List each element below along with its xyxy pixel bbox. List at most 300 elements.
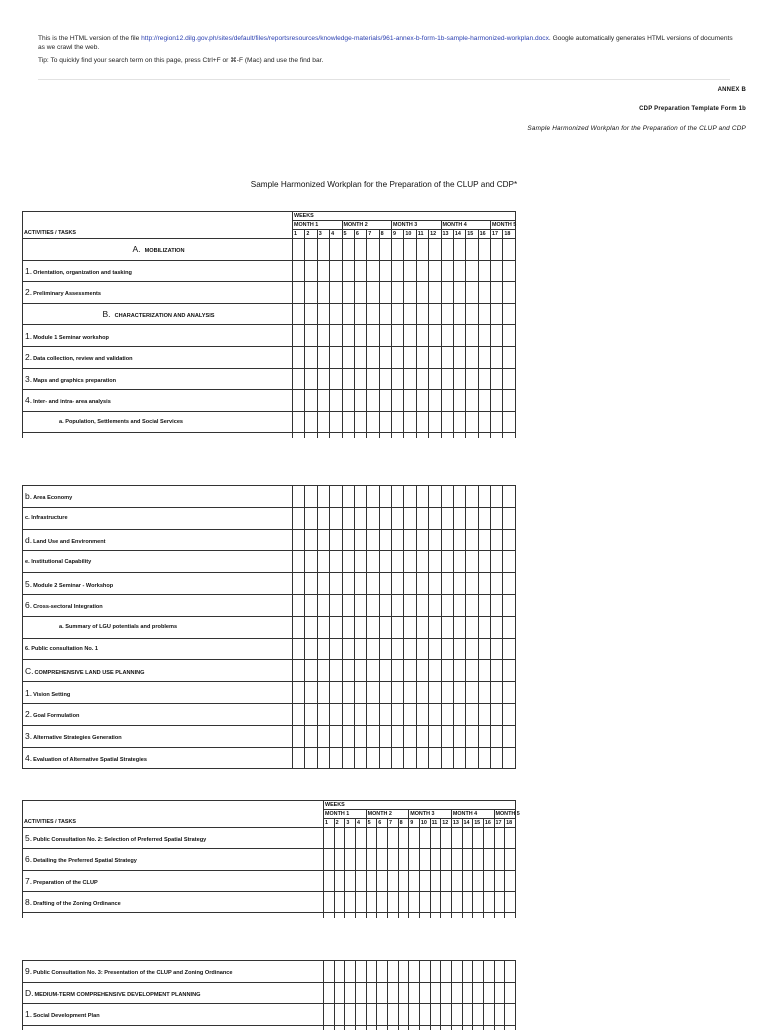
week-cell bbox=[416, 638, 428, 660]
task-row bbox=[23, 573, 516, 595]
week-cell bbox=[466, 486, 478, 508]
workplan-table-2 bbox=[22, 485, 516, 769]
week-cell bbox=[354, 660, 366, 682]
week-cell bbox=[491, 573, 503, 595]
week-cell bbox=[478, 390, 490, 412]
activity-label: Social Development Plan bbox=[33, 1013, 100, 1020]
week-cell bbox=[330, 260, 342, 282]
week-cell bbox=[293, 411, 305, 433]
activity-number: 8. bbox=[25, 897, 33, 908]
week-cell bbox=[398, 1025, 409, 1030]
week-cell bbox=[404, 529, 416, 551]
week-cell bbox=[453, 703, 465, 725]
activity-number: 3. bbox=[25, 731, 33, 742]
week-cell bbox=[324, 870, 335, 891]
week-cell bbox=[305, 260, 317, 282]
week-cell bbox=[491, 303, 503, 325]
week-cell bbox=[453, 747, 465, 769]
week-cell bbox=[409, 849, 420, 870]
week-cell bbox=[462, 913, 473, 918]
week-cell bbox=[377, 828, 388, 849]
week-cell bbox=[441, 747, 453, 769]
week-cell bbox=[441, 913, 452, 918]
week-cell bbox=[330, 551, 342, 573]
week-cell bbox=[330, 725, 342, 747]
week-cell bbox=[342, 616, 354, 638]
week-cell bbox=[441, 390, 453, 412]
week-cell bbox=[416, 594, 428, 616]
week-cell bbox=[367, 551, 379, 573]
week-cell bbox=[379, 529, 391, 551]
week-cell bbox=[367, 747, 379, 769]
week-cell bbox=[366, 849, 377, 870]
week-cell bbox=[430, 961, 441, 983]
week-cell bbox=[430, 1025, 441, 1030]
week-cell bbox=[404, 368, 416, 390]
week-cell bbox=[342, 303, 354, 325]
week-cell bbox=[379, 638, 391, 660]
week-cell bbox=[441, 616, 453, 638]
week-cell bbox=[293, 616, 305, 638]
week-cell bbox=[503, 390, 516, 412]
week-cell bbox=[416, 260, 428, 282]
week-cell bbox=[491, 282, 503, 304]
activity-number: 2. bbox=[25, 352, 33, 363]
week-cell bbox=[379, 594, 391, 616]
source-file-link[interactable]: http://region12.dilg.gov.ph/sites/default/files/reportsresources/knowledge-materials/961-annex-b-form-1b-sample-harmonized-workplan.docx bbox=[141, 35, 549, 42]
week-cell bbox=[367, 325, 379, 347]
week-cell bbox=[387, 828, 398, 849]
week-cell bbox=[330, 411, 342, 433]
week-cell bbox=[505, 870, 516, 891]
activity-number: d. bbox=[25, 534, 33, 545]
week-cell bbox=[392, 594, 404, 616]
week-cell bbox=[441, 551, 453, 573]
activity-number: 6. bbox=[25, 854, 33, 865]
week-cell bbox=[478, 346, 490, 368]
week-cell bbox=[334, 982, 345, 1004]
week-cell bbox=[478, 594, 490, 616]
form-label: CDP Preparation Template Form 1b bbox=[639, 106, 746, 112]
week-number: 7 bbox=[367, 230, 379, 239]
activity-number: C. bbox=[25, 665, 34, 676]
week-cell bbox=[379, 616, 391, 638]
week-cell bbox=[334, 1004, 345, 1026]
week-cell bbox=[387, 913, 398, 918]
week-cell bbox=[416, 239, 428, 261]
week-cell bbox=[503, 616, 515, 638]
week-cell bbox=[429, 682, 441, 704]
week-cell bbox=[462, 1004, 473, 1026]
activity-number: 4. bbox=[25, 752, 33, 763]
week-cell bbox=[367, 260, 379, 282]
week-cell bbox=[419, 891, 430, 912]
activity-cell bbox=[23, 390, 293, 412]
week-cell bbox=[478, 239, 490, 261]
week-cell bbox=[453, 594, 465, 616]
month-header: MONTH 2 bbox=[342, 221, 392, 230]
week-number: 16 bbox=[478, 230, 490, 239]
week-cell bbox=[293, 594, 305, 616]
week-cell bbox=[342, 594, 354, 616]
week-cell bbox=[345, 849, 356, 870]
week-cell bbox=[451, 961, 462, 983]
week-cell bbox=[345, 913, 356, 918]
week-cell bbox=[491, 747, 503, 769]
doc-subtitle: Sample Harmonized Workplan for the Preparation of the CLUP and CDP bbox=[527, 125, 746, 132]
activity-cell bbox=[23, 660, 293, 682]
activity-label: c. Infrastructure bbox=[25, 515, 68, 522]
activity-number: 1. bbox=[25, 1009, 33, 1020]
week-cell bbox=[505, 961, 516, 983]
week-cell bbox=[404, 325, 416, 347]
week-cell bbox=[416, 551, 428, 573]
week-cell bbox=[441, 891, 452, 912]
week-cell bbox=[466, 239, 478, 261]
week-cell bbox=[330, 303, 342, 325]
week-cell bbox=[293, 573, 305, 595]
week-cell bbox=[416, 573, 428, 595]
week-cell bbox=[494, 982, 505, 1004]
week-cell bbox=[354, 703, 366, 725]
week-cell bbox=[305, 551, 317, 573]
week-cell bbox=[430, 891, 441, 912]
week-cell bbox=[491, 703, 503, 725]
task-row bbox=[23, 703, 516, 725]
week-cell bbox=[491, 551, 503, 573]
week-cell bbox=[466, 573, 478, 595]
week-cell bbox=[367, 433, 379, 438]
task-row bbox=[23, 961, 516, 983]
week-cell bbox=[305, 725, 317, 747]
task-row bbox=[23, 411, 516, 433]
week-cell bbox=[478, 725, 490, 747]
week-cell bbox=[345, 1004, 356, 1026]
activity-cell bbox=[23, 849, 324, 870]
week-cell bbox=[324, 961, 335, 983]
document-title: Sample Harmonized Workplan for the Preparation of the CLUP and CDP* bbox=[250, 180, 518, 189]
week-number: 4 bbox=[355, 819, 366, 828]
week-cell bbox=[330, 239, 342, 261]
activity-label: Orientation, organization and tasking bbox=[33, 269, 132, 276]
week-number: 4 bbox=[330, 230, 342, 239]
week-cell bbox=[441, 849, 452, 870]
task-row bbox=[23, 682, 516, 704]
week-cell bbox=[392, 433, 404, 438]
week-cell bbox=[404, 573, 416, 595]
week-cell bbox=[324, 982, 335, 1004]
week-cell bbox=[317, 551, 329, 573]
week-cell bbox=[345, 1025, 356, 1030]
week-cell bbox=[416, 660, 428, 682]
week-cell bbox=[330, 368, 342, 390]
week-cell bbox=[293, 507, 305, 529]
week-cell bbox=[503, 725, 515, 747]
notice-text-suffix: . Google automatically generates HTML versions of documents as we crawl the web. bbox=[38, 35, 733, 51]
week-cell bbox=[317, 390, 329, 412]
week-cell bbox=[354, 573, 366, 595]
week-cell bbox=[503, 507, 515, 529]
week-cell bbox=[367, 725, 379, 747]
week-cell bbox=[354, 638, 366, 660]
activity-number: 9. bbox=[25, 966, 33, 977]
week-cell bbox=[392, 638, 404, 660]
week-cell bbox=[466, 725, 478, 747]
week-cell bbox=[379, 551, 391, 573]
week-cell bbox=[404, 303, 416, 325]
week-cell bbox=[354, 616, 366, 638]
week-cell bbox=[491, 260, 503, 282]
activity-cell bbox=[23, 828, 324, 849]
week-cell bbox=[430, 828, 441, 849]
week-cell bbox=[293, 638, 305, 660]
week-cell bbox=[367, 638, 379, 660]
week-cell bbox=[441, 725, 453, 747]
week-number: 11 bbox=[416, 230, 428, 239]
week-cell bbox=[355, 828, 366, 849]
week-number: 3 bbox=[317, 230, 329, 239]
week-cell bbox=[503, 239, 516, 261]
week-cell bbox=[466, 390, 478, 412]
activity-number: 7. bbox=[25, 875, 33, 886]
week-cell bbox=[441, 303, 453, 325]
activity-label: MOBILIZATION bbox=[144, 248, 185, 255]
week-cell bbox=[379, 368, 391, 390]
week-cell bbox=[387, 961, 398, 983]
week-cell bbox=[466, 551, 478, 573]
week-cell bbox=[345, 961, 356, 983]
week-cell bbox=[324, 1025, 335, 1030]
week-cell bbox=[478, 660, 490, 682]
month-header: MONTH 5 bbox=[492, 221, 517, 228]
activity-label: e. Institutional Capability bbox=[25, 558, 92, 565]
week-cell bbox=[404, 433, 416, 438]
week-cell bbox=[305, 747, 317, 769]
week-cell bbox=[342, 325, 354, 347]
week-cell bbox=[293, 239, 305, 261]
activity-label: Module 1 Seminar workshop bbox=[33, 334, 109, 341]
week-cell bbox=[491, 368, 503, 390]
week-cell bbox=[367, 390, 379, 412]
activities-header: ACTIVITIES / TASKS bbox=[23, 819, 324, 828]
activity-cell bbox=[23, 891, 324, 912]
week-cell bbox=[330, 660, 342, 682]
week-cell bbox=[398, 870, 409, 891]
week-number: 3 bbox=[345, 819, 356, 828]
task-row bbox=[23, 594, 516, 616]
week-cell bbox=[317, 303, 329, 325]
week-number: 8 bbox=[398, 819, 409, 828]
week-cell bbox=[429, 529, 441, 551]
week-cell bbox=[324, 828, 335, 849]
task-row bbox=[23, 828, 516, 849]
week-cell bbox=[354, 239, 366, 261]
week-cell bbox=[453, 486, 465, 508]
week-cell bbox=[387, 870, 398, 891]
week-cell bbox=[478, 303, 490, 325]
week-cell bbox=[293, 433, 305, 438]
week-cell bbox=[387, 1004, 398, 1026]
week-cell bbox=[409, 891, 420, 912]
week-cell bbox=[466, 594, 478, 616]
week-cell bbox=[416, 529, 428, 551]
week-cell bbox=[334, 1025, 345, 1030]
month-header: MONTH 4 bbox=[441, 221, 491, 230]
week-cell bbox=[491, 616, 503, 638]
week-cell bbox=[478, 682, 490, 704]
activity-number: 2. bbox=[25, 287, 33, 298]
week-cell bbox=[293, 325, 305, 347]
week-number: 1 bbox=[293, 230, 305, 239]
task-row bbox=[23, 486, 516, 508]
week-cell bbox=[392, 747, 404, 769]
activity-cell bbox=[23, 961, 324, 983]
week-cell bbox=[505, 1004, 516, 1026]
week-cell bbox=[429, 390, 441, 412]
week-number: 14 bbox=[453, 230, 465, 239]
week-cell bbox=[366, 961, 377, 983]
week-cell bbox=[324, 849, 335, 870]
week-number: 9 bbox=[392, 230, 404, 239]
week-cell bbox=[392, 529, 404, 551]
week-cell bbox=[441, 529, 453, 551]
week-cell bbox=[305, 239, 317, 261]
week-cell bbox=[392, 239, 404, 261]
week-cell bbox=[503, 486, 515, 508]
week-cell bbox=[441, 682, 453, 704]
week-cell bbox=[354, 507, 366, 529]
activity-cell bbox=[23, 411, 293, 433]
week-cell bbox=[419, 849, 430, 870]
week-cell bbox=[377, 982, 388, 1004]
week-cell bbox=[453, 411, 465, 433]
week-cell bbox=[379, 433, 391, 438]
week-cell bbox=[342, 725, 354, 747]
activity-label: a. Population, Settlements and Social Services bbox=[59, 419, 184, 426]
week-cell bbox=[293, 390, 305, 412]
week-cell bbox=[491, 638, 503, 660]
week-cell bbox=[494, 849, 505, 870]
activity-label: Public Consultation No. 3: Presentation of the CLUP and Zoning Ordinance bbox=[33, 970, 233, 977]
week-cell bbox=[494, 870, 505, 891]
week-cell bbox=[379, 303, 391, 325]
week-cell bbox=[387, 891, 398, 912]
task-row bbox=[23, 725, 516, 747]
week-cell bbox=[404, 260, 416, 282]
week-cell bbox=[441, 828, 452, 849]
week-cell bbox=[409, 828, 420, 849]
week-cell bbox=[503, 411, 516, 433]
week-cell bbox=[392, 725, 404, 747]
week-cell bbox=[478, 573, 490, 595]
week-cell bbox=[483, 849, 494, 870]
week-cell bbox=[466, 346, 478, 368]
week-cell bbox=[392, 325, 404, 347]
week-cell bbox=[503, 747, 515, 769]
week-cell bbox=[466, 303, 478, 325]
week-cell bbox=[379, 411, 391, 433]
week-cell bbox=[330, 594, 342, 616]
week-cell bbox=[330, 638, 342, 660]
week-cell bbox=[416, 368, 428, 390]
week-cell bbox=[392, 551, 404, 573]
week-number: 12 bbox=[429, 230, 441, 239]
week-cell bbox=[305, 486, 317, 508]
activity-cell bbox=[23, 682, 293, 704]
week-cell bbox=[355, 1025, 366, 1030]
week-cell bbox=[478, 282, 490, 304]
week-cell bbox=[441, 368, 453, 390]
workplan-table-4 bbox=[22, 960, 516, 1030]
activity-label: Preliminary Assessments bbox=[33, 291, 101, 298]
week-cell bbox=[453, 660, 465, 682]
week-cell bbox=[345, 891, 356, 912]
week-cell bbox=[478, 747, 490, 769]
week-cell bbox=[430, 982, 441, 1004]
week-cell bbox=[451, 828, 462, 849]
week-cell bbox=[483, 961, 494, 983]
week-cell bbox=[451, 982, 462, 1004]
activity-label: Vision Setting bbox=[33, 691, 71, 698]
week-cell bbox=[503, 682, 515, 704]
week-cell bbox=[478, 411, 490, 433]
week-cell bbox=[441, 573, 453, 595]
week-cell bbox=[473, 849, 484, 870]
week-cell bbox=[491, 660, 503, 682]
week-cell bbox=[379, 486, 391, 508]
week-cell bbox=[379, 703, 391, 725]
activities-header: ACTIVITIES / TASKS bbox=[23, 230, 293, 239]
week-cell bbox=[441, 411, 453, 433]
week-cell bbox=[293, 260, 305, 282]
activity-label: a. Summary of LGU potentials and problems bbox=[59, 624, 178, 631]
activity-cell bbox=[23, 325, 293, 347]
week-cell bbox=[330, 507, 342, 529]
week-cell bbox=[491, 433, 503, 438]
week-number: 5 bbox=[342, 230, 354, 239]
week-cell bbox=[377, 870, 388, 891]
week-cell bbox=[441, 594, 453, 616]
week-number-row bbox=[23, 230, 516, 239]
header-blank bbox=[23, 810, 324, 819]
task-row bbox=[23, 325, 516, 347]
week-cell bbox=[409, 870, 420, 891]
week-cell bbox=[473, 891, 484, 912]
week-cell bbox=[317, 260, 329, 282]
week-cell bbox=[473, 913, 484, 918]
week-cell bbox=[379, 747, 391, 769]
week-cell bbox=[293, 703, 305, 725]
week-cell bbox=[494, 891, 505, 912]
week-cell bbox=[494, 1025, 505, 1030]
week-number: 10 bbox=[419, 819, 430, 828]
week-cell bbox=[416, 390, 428, 412]
activity-number: D. bbox=[25, 987, 34, 998]
week-cell bbox=[293, 282, 305, 304]
week-cell bbox=[379, 507, 391, 529]
week-cell bbox=[392, 660, 404, 682]
week-cell bbox=[392, 703, 404, 725]
week-cell bbox=[416, 282, 428, 304]
week-cell bbox=[494, 828, 505, 849]
week-cell bbox=[334, 961, 345, 983]
week-cell bbox=[305, 433, 317, 438]
week-cell bbox=[293, 346, 305, 368]
workplan-table-1 bbox=[22, 211, 516, 438]
week-cell bbox=[491, 529, 503, 551]
activity-cell bbox=[23, 913, 324, 918]
month-header: MONTH 5 bbox=[495, 810, 520, 817]
